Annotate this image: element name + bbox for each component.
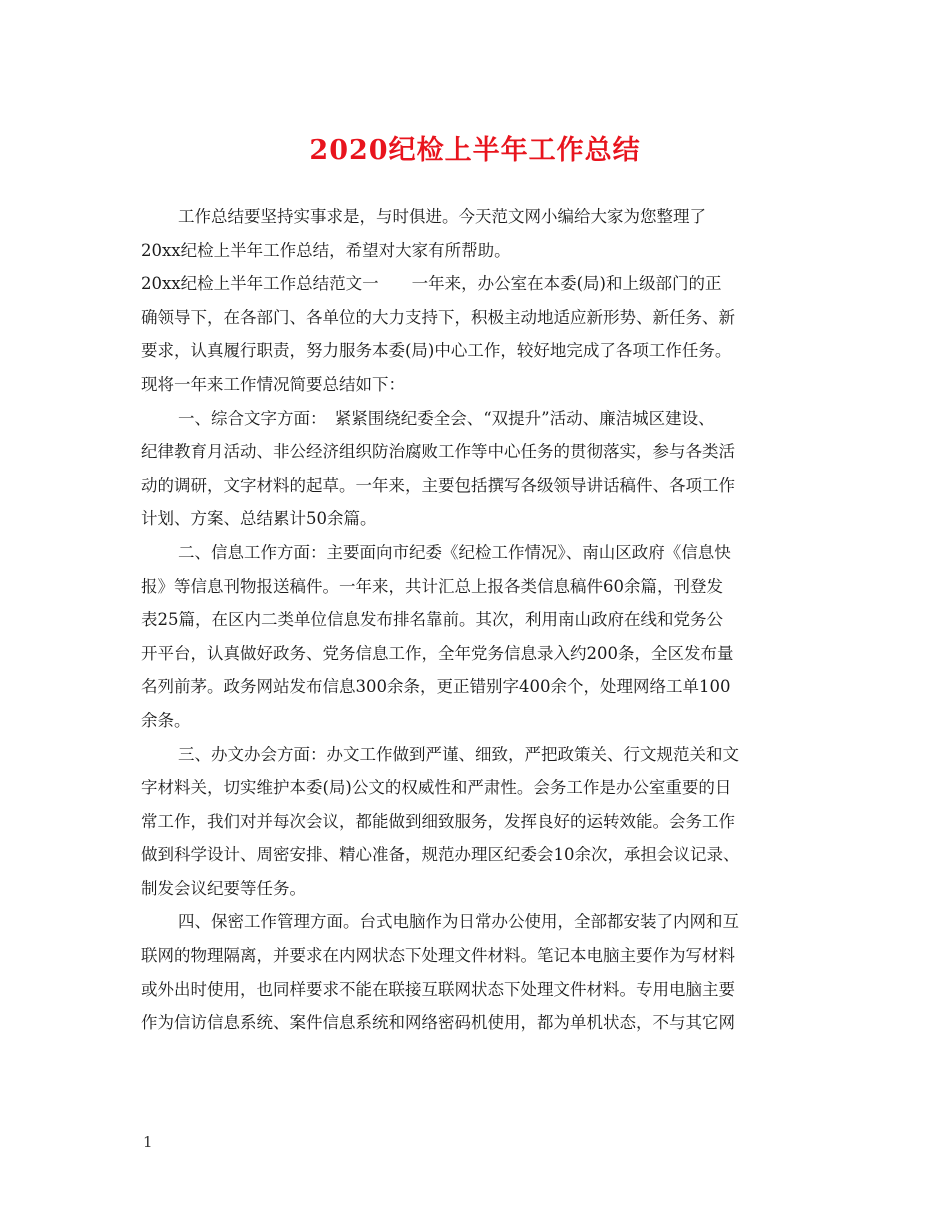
text-line: 二、信息工作方面：主要面向市纪委《纪检工作情况》、南山区政府《信息快 [178, 542, 731, 562]
text-line: 制发会议纪要等任务。 [141, 878, 306, 898]
text-line: 一、综合文字方面： 紧紧围绕纪委全会、“双提升”活动、廉洁城区建设、 [178, 408, 715, 428]
text-line: 动的调研，文字材料的起草。一年来，主要包括撰写各级领导讲话稿件、各项工作 [141, 475, 735, 495]
document-title: 2020纪检上半年工作总结 [309, 135, 641, 166]
text-line: 联网的物理隔离，并要求在内网状态下处理文件材料。笔记本电脑主要作为写材料 [141, 946, 735, 966]
text-line: 20xx纪检上半年工作总结范文一 一年来，办公室在本委(局)和上级部门的正 [141, 274, 722, 294]
text-line: 计划、方案、总结累计50余篇。 [141, 509, 377, 529]
text-line: 做到科学设计、周密安排、精心准备，规范办理区纪委会10余次，承担会议记录、 [141, 845, 740, 865]
text-line: 报》等信息刊物报送稿件。一年来，共计汇总上报各类信息稿件60余篇，刊登发 [141, 576, 723, 596]
page-number: 1 [143, 1133, 153, 1151]
text-line: 要求，认真履行职责，努力服务本委(局)中心工作，较好地完成了各项工作任务。 [141, 341, 732, 361]
text-line: 表25篇，在区内二类单位信息发布排名靠前。其次，利用南山政府在线和党务公 [141, 610, 723, 630]
document-body [141, 200, 823, 1040]
text-line: 现将一年来工作情况简要总结如下： [141, 374, 405, 394]
text-line: 纪律教育月活动、非公经济组织防治腐败工作等中心任务的贯彻落实，参与各类活 [141, 442, 735, 462]
text-line: 四、保密工作管理方面。台式电脑作为日常办公使用，全部都安装了内网和互 [178, 912, 739, 932]
text-line: 20xx纪检上半年工作总结，希望对大家有所帮助。 [141, 240, 511, 260]
text-line: 余条。 [141, 710, 191, 730]
text-line: 常工作，我们对并每次会议，都能做到细致服务，发挥良好的运转效能。会务工作 [141, 811, 735, 831]
text-line: 确领导下，在各部门、各单位的大力支持下，积极主动地适应新形势、新任务、新 [141, 307, 735, 327]
text-line: 作为信访信息系统、案件信息系统和网络密码机使用，都为单机状态，不与其它网 [141, 1013, 735, 1033]
text-line: 开平台，认真做好政务、党务信息工作，全年党务信息录入约200条，全区发布量 [141, 643, 734, 663]
text-line: 三、办文办会方面：办文工作做到严谨、细致，严把政策关、行文规范关和文 [178, 744, 739, 764]
text-line: 工作总结要坚持实事求是，与时俱进。今天范文网小编给大家为您整理了 [178, 207, 706, 226]
text-line: 名列前茅。政务网站发布信息300余条，更正错别字400余个，处理网络工单100 [141, 677, 731, 697]
text-line: 或外出时使用，也同样要求不能在联接互联网状态下处理文件材料。专用电脑主要 [141, 979, 735, 999]
text-line: 字材料关，切实维护本委(局)公文的权威性和严肃性。会务工作是办公室重要的日 [141, 778, 732, 798]
